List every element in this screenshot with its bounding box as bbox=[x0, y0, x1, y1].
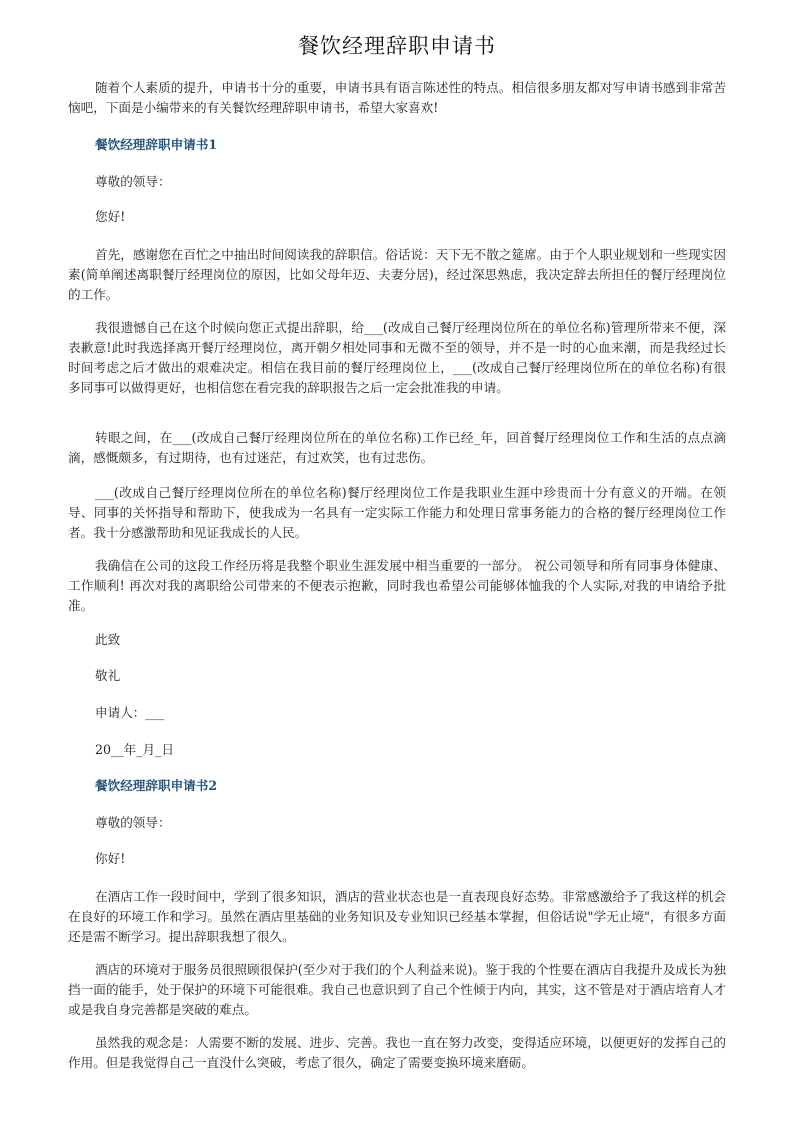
document-title: 餐饮经理辞职申请书 bbox=[298, 34, 496, 58]
section-1-paragraph-2: 我很遗憾自己在这个时候向您正式提出辞职，给___(改成自己餐厅经理岗位所在的单位名称)管理所带来不便，深表歉意!此时我选择离开餐厅经理岗位，离开朝夕相处同事和无微不至的领导，并不是一时的心血来潮，而是我经过长时间考虑之后才做出的艰难决定。相信在我目前的餐厅经理岗位上，___(改成自己餐厅经理岗位所在的单位名称)有很多同事可以做得更好，也相信您在看完我的辞职报告之后一定会批准我的申请。 bbox=[68, 320, 726, 395]
closing-line-1: 此致 bbox=[95, 632, 121, 647]
section-2-greeting: 尊敬的领导： bbox=[95, 815, 171, 830]
section-2-hello: 你好! bbox=[95, 851, 126, 866]
section-1-greeting: 尊敬的领导： bbox=[95, 174, 171, 189]
section-2-paragraph-3: 虽然我的观念是：人需要不断的发展、进步、完善。我也一直在努力改变，变得适应环境，以便更好的发挥自己的作用。但是我觉得自己一直没什么突破，考虑了很久，确定了需要变换环境来磨砺。 bbox=[68, 1035, 726, 1070]
section-1-hello: 您好! bbox=[95, 209, 126, 224]
section-1-paragraph-4: ___(改成自己餐厅经理岗位所在的单位名称)餐厅经理岗位工作是我职业生涯中珍贵而十分有意义的开端。在领导、同事的关怀指导和帮助下，使我成为一名具有一定实际工作能力和处理日常事务能力的合格的餐厅经理岗位工作者。我十分感激帮助和见证我成长的人民。 bbox=[68, 485, 726, 540]
section-1-heading: 餐饮经理辞职申请书1 bbox=[95, 137, 218, 152]
applicant-line: 申请人：___ bbox=[95, 705, 165, 720]
section-1-paragraph-3: 转眼之间，在___(改成自己餐厅经理岗位所在的单位名称)工作已经_年，回首餐厅经理岗位工作和生活的点点滴滴，感慨颇多，有过期待，也有过迷茫，有过欢笑，也有过悲伤。 bbox=[68, 430, 726, 465]
section-2-heading: 餐饮经理辞职申请书2 bbox=[95, 778, 218, 793]
closing-line-2: 敬礼 bbox=[95, 668, 121, 683]
intro-paragraph: 随着个人素质的提升，申请书十分的重要，申请书具有语言陈述性的特点。相信很多朋友都对写申请书感到非常苦恼吧，下面是小编带来的有关餐饮经理辞职申请书，希望大家喜欢! bbox=[68, 80, 726, 115]
section-2-paragraph-1: 在酒店工作一段时间中，学到了很多知识，酒店的营业状态也是一直表现良好态势。非常感激给予了我这样的机会在良好的环境工作和学习。虽然在酒店里基础的业务知识及专业知识已经基本掌握，但俗话说"学无止境"，有很多方面还是需不断学习。提出辞职我想了很久。 bbox=[68, 889, 726, 944]
section-1-paragraph-5: 我确信在公司的这段工作经历将是我整个职业生涯发展中相当重要的一部分。 祝公司领导和所有同事身体健康、工作顺利! 再次对我的离职给公司带来的不便表示抱歉，同时我也希望公司能够体恤我的个人实际,对我的申请给予批准。 bbox=[68, 558, 726, 613]
date-line: 20__年_月_日 bbox=[95, 742, 174, 757]
section-1-paragraph-1: 首先，感谢您在百忙之中抽出时间阅读我的辞职信。俗话说：天下无不散之筵席。由于个人职业规划和一些现实因素(简单阐述离职餐厅经理岗位的原因，比如父母年迈、夫妻分居)，经过深思熟虑，我决定辞去所担任的餐厅经理岗位的工作。 bbox=[68, 247, 726, 302]
section-2-paragraph-2: 酒店的环境对于服务员很照顾很保护(至少对于我们的个人利益来说)。鉴于我的个性要在酒店自我提升及成长为独挡一面的能手，处于保护的环境下可能很难。我自己也意识到了自己个性倾于内向，其实，这不管是对于酒店培育人才或是我自身完善都是突破的难点。 bbox=[68, 962, 726, 1017]
